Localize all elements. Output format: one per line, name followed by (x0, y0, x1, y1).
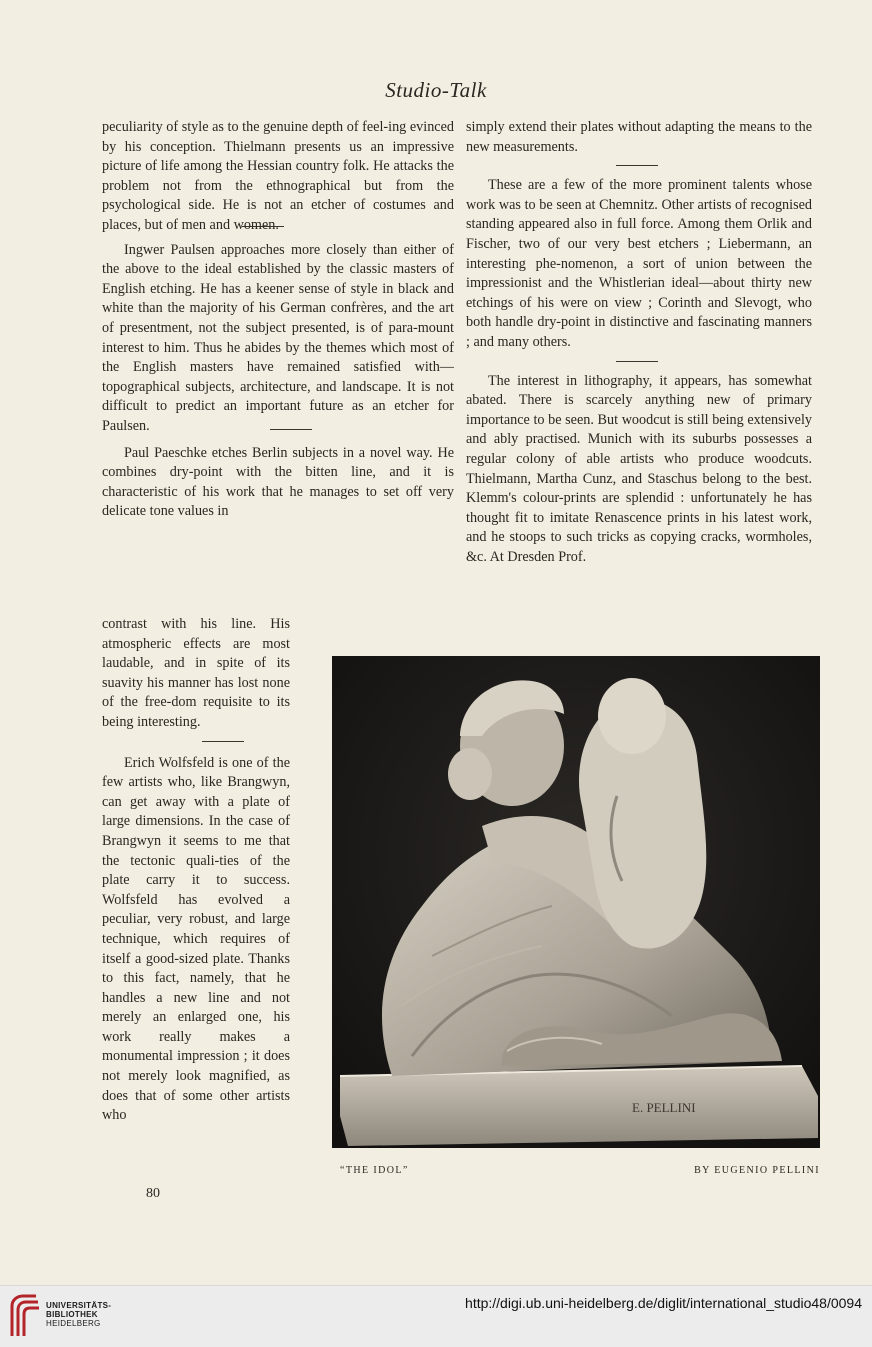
paragraph-extend-plates: simply extend their plates without adapting the means to the new measurements. (466, 119, 812, 155)
paragraph-lithography: The interest in lithography, it appears, has somewhat abated. There is scarcely anything new of primary importance to be seen. But woodcut is still being extensively and ably practised. Munich with its suburbs possesses a regular colony of able artists who produce woodcuts. Thielmann, Martha Cunz, and Staschus belong to the best. Klemm's colour-prints are splendid : unfortunately he has thought fit to imitate Renascence prints in his latest work, and he stoops to such tricks as copying cracks, wormholes, &c. At Dresden Prof. (466, 372, 812, 565)
right-column (466, 118, 812, 567)
library-name-line-1: UNIVERSITÄTS- (46, 1301, 112, 1310)
sculpture-photograph (332, 656, 820, 1148)
section-divider (270, 429, 312, 430)
paragraph-paeschke-cont: contrast with his line. His atmospheric effects are most laudable, and in spite of its suavity his manner has lost none of the free-dom requisite to its being interesting. (102, 616, 290, 730)
figure-caption-title: “THE IDOL” (340, 1165, 409, 1176)
library-name-line-2: BIBLIOTHEK (46, 1310, 98, 1319)
university-library-logo-icon[interactable] (8, 1292, 42, 1343)
page-number: 80 (146, 1186, 160, 1201)
library-name-line-3: HEIDELBERG (46, 1319, 101, 1328)
sculpture-image (332, 656, 820, 1148)
sculpture-signature: E. PELLINI (632, 1100, 696, 1115)
figure-caption-artist: BY EUGENIO PELLINI (694, 1165, 820, 1176)
paragraph-paulsen: Ingwer Paulsen approaches more closely than either of the above to the ideal established by the classic masters of English etching. He has a keener sense of style in black and white than the majority of his German confrères, and the art of presentment, not the subject presented, is of para-mount interest to him. Thus he abides by the themes which most of the English masters have remained satisfied with—topographical subjects, architecture, and landscape. It is not difficult to predict an important future as an etcher for Paulsen. (102, 241, 454, 434)
section-divider (616, 361, 658, 362)
paragraph-wolfsfeld: Erich Wolfsfeld is one of the few artists who, like Brangwyn, can get away with a plate of large dimensions. In the case of Brangwyn it seems to me that the tectonic quali-ties of the plate carry it to success. Wolfsfeld has evolved a peculiar, very robust, and large technique, which requires of itself a good-sized plate. Thanks to this fact, namely, that he handles a new line and not merely an enlarged one, his work really makes a monumental impression ; it does not merely look magnified, as does that of some other artists who (102, 754, 290, 1124)
section-divider (616, 165, 658, 166)
left-column-upper (102, 118, 454, 522)
viewer-footer (0, 1285, 872, 1347)
paragraph-paeschke: Paul Paeschke etches Berlin subjects in a novel way. He combines dry-point with the bitten line, and it is characteristic of his work that he manages to set off very delicate tone values in (102, 444, 454, 520)
paragraph-chemnitz: These are a few of the more prominent talents whose work was to be seen at Chemnitz. Other artists of recognised standing appeared also in full force. Among them Orlik and Fischer, two of our very best etchers ; Liebermann, an interesting phe-nomenon, a sort of union between the impressionist and the Whistlerian ideal—about thirty new etchings of his were on view ; Corinth and Slevogt, who both handle dry-point in distinctive and fascinating manners ; and many others. (466, 177, 812, 350)
library-name[interactable] (46, 1301, 111, 1328)
paragraph-thielmann: peculiarity of style as to the genuine depth of feel-ing evinced by his conception. Thielmann presents us an impressive picture of life among the Hessian country folk. He attacks the problem not from the ethnographical but from the psychological side. He is not an etcher of costumes and places, but of men and women. (102, 119, 454, 233)
section-divider (202, 741, 244, 742)
running-header: Studio-Talk (385, 78, 487, 102)
left-column-lower (102, 615, 290, 1126)
document-url-link[interactable]: http://digi.ub.uni-heidelberg.de/diglit/international_studio48/0094 (465, 1295, 862, 1311)
